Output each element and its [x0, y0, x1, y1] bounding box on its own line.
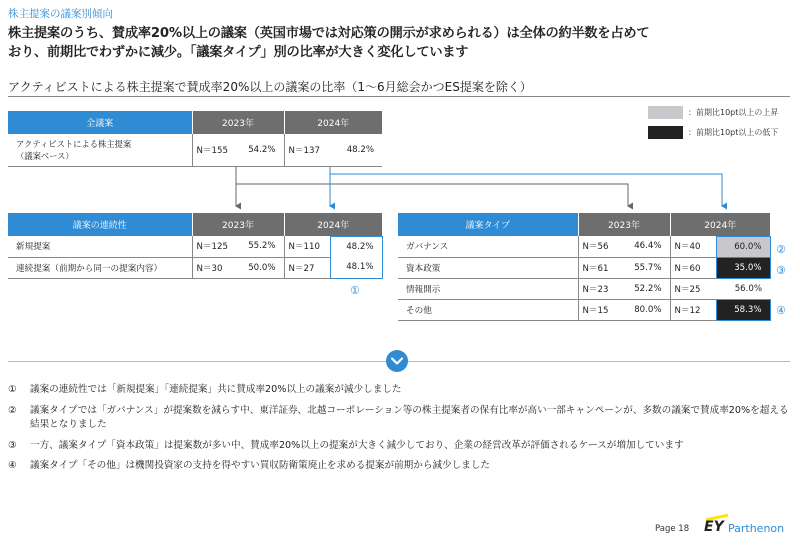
- table-total-row-label: アクティビストによる株主提案 （議案ベース）: [8, 134, 192, 166]
- table-continuity: [8, 213, 383, 279]
- table-continuity-header: 議案の連続性: [8, 213, 192, 236]
- cell-n2023: N＝15: [578, 299, 624, 320]
- list-item: [8, 383, 798, 398]
- marker-2: ②: [776, 243, 786, 256]
- breadcrumb: 株主提案の議案別傾向: [8, 8, 113, 20]
- table-total-p2024: 48.2%: [330, 134, 382, 166]
- table-total-p2023: 54.2%: [238, 134, 284, 166]
- note-number: ②: [8, 404, 17, 416]
- table-total-header: 全議案: [8, 111, 192, 134]
- section-title: アクティビストによる株主提案で賛成率20%以上の議案の比率（1～6月総会かつES提案を除く）: [8, 80, 532, 94]
- note-number: ④: [8, 460, 17, 471]
- cell-p2024: 35.0%: [716, 257, 770, 278]
- table-row: [8, 257, 382, 278]
- marker-1: ①: [350, 284, 360, 297]
- row-label: 連続提案（前期から同一の提案内容）: [8, 257, 192, 278]
- cell-n2024: N＝27: [284, 257, 330, 278]
- marker-4: ④: [776, 304, 786, 317]
- cell-n2023: N＝23: [578, 278, 624, 299]
- table-continuity-2024: 2024年: [284, 213, 382, 236]
- cell-n2023: N＝61: [578, 257, 624, 278]
- cell-p2024: 60.0%: [716, 236, 770, 257]
- cell-p2023: 52.2%: [624, 278, 670, 299]
- scroll-down-button[interactable]: [386, 350, 408, 372]
- table-type-header: 議案タイプ: [398, 213, 578, 236]
- row-label: 資本政策: [398, 257, 578, 278]
- headline-line-2: おり、前期比でわずかに減少。「議案タイプ」別の比率が大きく変化しています: [8, 45, 469, 60]
- table-row: [398, 257, 770, 278]
- row-label: ガバナンス: [398, 236, 578, 257]
- table-total-n2024: N＝137: [284, 134, 330, 166]
- headline-line-1: 株主提案のうち、賛成率20%以上の議案（英国市場では対応策の開示が求められる）は全体の約半数を占めて: [8, 26, 650, 41]
- table-type-2024: 2024年: [670, 213, 770, 236]
- cell-n2024: N＝110: [284, 236, 330, 257]
- cell-n2024: N＝12: [670, 299, 716, 320]
- table-total-n2023: N＝155: [192, 134, 238, 166]
- cell-n2023: N＝30: [192, 257, 238, 278]
- cell-p2024: 48.1%: [330, 257, 382, 278]
- cell-n2023: N＝125: [192, 236, 238, 257]
- row-label: 情報開示: [398, 278, 578, 299]
- table-row: [398, 278, 770, 299]
- cell-p2023: 50.0%: [238, 257, 284, 278]
- table-type-2023: 2023年: [578, 213, 670, 236]
- cell-p2023: 46.4%: [624, 236, 670, 257]
- notes-list: [8, 383, 798, 480]
- cell-p2024: 48.2%: [330, 236, 382, 257]
- cell-p2024: 58.3%: [716, 299, 770, 320]
- table-total-2023: 2023年: [192, 111, 284, 134]
- list-item: [8, 459, 798, 474]
- page-number: Page 18: [655, 524, 690, 534]
- legend-up-label: ：前期比10pt以上の上昇: [688, 108, 779, 117]
- cell-n2024: N＝25: [670, 278, 716, 299]
- cell-n2023: N＝56: [578, 236, 624, 257]
- table-total: [8, 111, 382, 167]
- note-text: 議案タイプ「その他」は機関投資家の支持を得やすい買収防衛策廃止を求める提案が前期から減少しました: [30, 460, 491, 471]
- note-text: 議案タイプでは「ガバナンス」が提案数を減らす中、東洋証券、北越コーポレーション等の株主提案者の保有比率が高い一部キャンペーンが、多数の議案で賛成率20%を超える結果となりました: [30, 404, 789, 430]
- list-item: [8, 404, 798, 433]
- table-type: [398, 213, 771, 321]
- table-row: [8, 236, 382, 257]
- note-number: ③: [8, 439, 17, 451]
- marker-3: ③: [776, 264, 786, 277]
- list-item: [8, 439, 798, 454]
- logo-ey: EY: [704, 519, 724, 535]
- cell-n2024: N＝40: [670, 236, 716, 257]
- cell-n2024: N＝60: [670, 257, 716, 278]
- legend-down-label: ：前期比10pt以上の低下: [688, 128, 779, 137]
- cell-p2023: 55.2%: [238, 236, 284, 257]
- logo-parthenon: Parthenon: [728, 522, 785, 535]
- cell-p2023: 55.7%: [624, 257, 670, 278]
- arrow-2024-type: [330, 174, 722, 206]
- cell-p2024: 56.0%: [716, 278, 770, 299]
- note-text: 議案の連続性では「新規提案」「連続提案」共に賛成率20%以上の議案が減少しました: [30, 384, 402, 395]
- ey-parthenon-logo: [704, 513, 794, 541]
- row-label: その他: [398, 299, 578, 320]
- table-row: [398, 299, 770, 320]
- note-text: 一方、議案タイプ「資本政策」は提案数が多い中、賛成率20%以上の提案が大きく減少しており、企業の経営改革が評価されるケースが増加しています: [30, 439, 684, 451]
- cell-p2023: 80.0%: [624, 299, 670, 320]
- note-number: ①: [8, 384, 17, 395]
- table-total-2024: 2024年: [284, 111, 382, 134]
- arrow-2023-type: [236, 184, 628, 206]
- chevron-down-icon: [391, 357, 403, 365]
- table-continuity-2023: 2023年: [192, 213, 284, 236]
- row-label: 新規提案: [8, 236, 192, 257]
- table-row: [398, 236, 770, 257]
